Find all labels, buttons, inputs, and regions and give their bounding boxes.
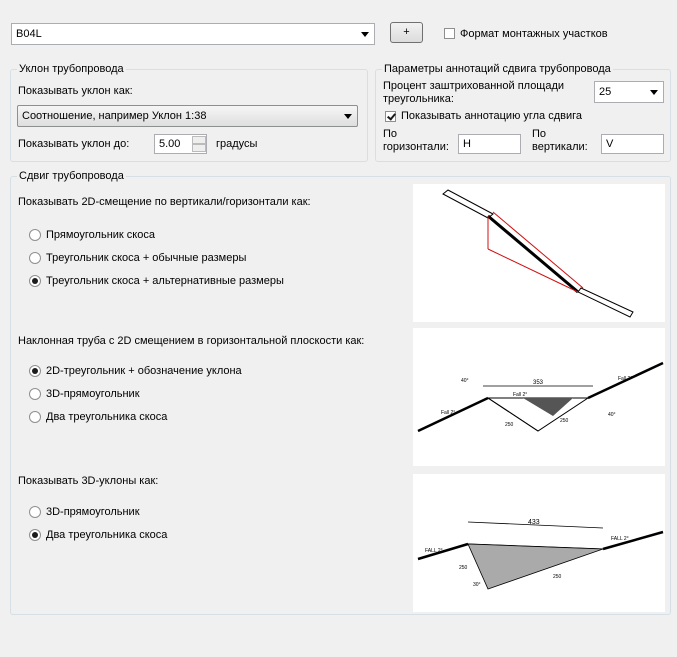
section3-option-1: Два треугольника скоса bbox=[46, 529, 168, 541]
section3-diagram bbox=[413, 474, 665, 612]
section3-label: Показывать 3D-уклоны как: bbox=[18, 475, 159, 487]
section2-label: Наклонная труба с 2D смещением в горизонтальной плоскости как: bbox=[18, 335, 365, 347]
section2-radio-0[interactable] bbox=[29, 365, 41, 377]
section2-preview bbox=[413, 328, 665, 466]
section3-dim-label: 433 bbox=[528, 519, 540, 526]
section3-radio-0[interactable] bbox=[29, 506, 41, 518]
section3-radio-1[interactable] bbox=[29, 529, 41, 541]
section2-radio-1[interactable] bbox=[29, 388, 41, 400]
annotation-group-title: Параметры аннотаций сдвига трубопровода bbox=[384, 63, 611, 75]
hatch-percent-label: Процент заштрихованной площади треугольника: bbox=[383, 80, 565, 105]
section2-diagram bbox=[413, 328, 665, 466]
section3-option-0: 3D-прямоугольник bbox=[46, 506, 140, 518]
vertical-value: V bbox=[606, 138, 614, 150]
slope-precision-spinner[interactable] bbox=[154, 134, 207, 154]
spin-up-button[interactable] bbox=[192, 136, 206, 144]
section2-dim-label-2: 250 bbox=[505, 422, 514, 428]
section2-fall-label-2: Fall 2° bbox=[513, 392, 528, 398]
slope-precision-label: Показывать уклон до: bbox=[18, 138, 130, 150]
section2-dim-label-3: 250 bbox=[560, 418, 569, 424]
style-dropdown-value: B04L bbox=[16, 28, 42, 40]
offset-group-title: Сдвиг трубопровода bbox=[19, 170, 124, 182]
hatch-percent-value: 25 bbox=[599, 86, 612, 98]
section2-fall-label-1: Fall 2° bbox=[441, 410, 456, 416]
chevron-down-icon bbox=[650, 90, 658, 95]
section1-option-2: Треугольник скоса + альтернативные размеры bbox=[46, 275, 284, 287]
section2-radio-2[interactable] bbox=[29, 411, 41, 423]
chevron-down-icon bbox=[361, 32, 369, 37]
slope-format-value: Соотношение, например Уклон 1:38 bbox=[22, 110, 207, 122]
slope-format-dropdown[interactable] bbox=[17, 105, 358, 127]
horizontal-label: По горизонтали: bbox=[383, 128, 449, 153]
section1-preview bbox=[413, 184, 665, 322]
section1-radio-0[interactable] bbox=[29, 229, 41, 241]
section1-option-1: Треугольник скоса + обычные размеры bbox=[46, 252, 247, 264]
section2-angle-label-1: 40° bbox=[461, 378, 469, 384]
assembly-format-checkbox[interactable] bbox=[444, 28, 455, 39]
section3-fall-label-2: FALL 2° bbox=[611, 536, 629, 542]
slope-precision-unit: градусы bbox=[216, 138, 258, 150]
slope-show-as-label: Показывать уклон как: bbox=[18, 85, 133, 97]
section3-dim-label-2: 250 bbox=[459, 565, 468, 571]
add-button-label: + bbox=[403, 26, 410, 38]
slope-group-title: Уклон трубопровода bbox=[19, 63, 124, 75]
section2-fall-label-3: Fall 2° bbox=[618, 376, 633, 382]
section3-angle-label: 30° bbox=[473, 582, 481, 588]
section1-radio-1[interactable] bbox=[29, 252, 41, 264]
show-angle-label: Показывать аннотацию угла сдвига bbox=[401, 110, 583, 122]
section1-diagram bbox=[413, 184, 665, 322]
slope-precision-value: 5.00 bbox=[159, 138, 181, 150]
section3-fall-label-1: FALL 2° bbox=[425, 548, 443, 554]
section2-option-1: 3D-прямоугольник bbox=[46, 388, 140, 400]
section1-label: Показывать 2D-смещение по вертикали/горизонтали как: bbox=[18, 196, 311, 208]
section3-preview bbox=[413, 474, 665, 612]
assembly-format-label: Формат монтажных участков bbox=[460, 28, 608, 40]
section2-option-2: Два треугольника скоса bbox=[46, 411, 168, 423]
style-dropdown[interactable] bbox=[11, 23, 375, 45]
chevron-down-icon bbox=[344, 114, 352, 119]
section2-option-0: 2D-треугольник + обозначение уклона bbox=[46, 365, 242, 377]
vertical-input[interactable] bbox=[601, 134, 664, 154]
section1-option-0: Прямоугольник скоса bbox=[46, 229, 155, 241]
section3-dim-label-3: 250 bbox=[553, 574, 562, 580]
show-angle-checkbox[interactable] bbox=[385, 111, 396, 122]
spin-down-button[interactable] bbox=[192, 144, 206, 152]
horizontal-value: H bbox=[463, 138, 471, 150]
section1-radio-2[interactable] bbox=[29, 275, 41, 287]
horizontal-input[interactable] bbox=[458, 134, 521, 154]
add-button[interactable] bbox=[390, 22, 423, 43]
section2-angle-label-2: 40° bbox=[608, 412, 616, 418]
section2-dim-label: 353 bbox=[533, 380, 544, 386]
hatch-percent-dropdown[interactable] bbox=[594, 81, 664, 103]
vertical-label: По вертикали: bbox=[532, 128, 588, 153]
